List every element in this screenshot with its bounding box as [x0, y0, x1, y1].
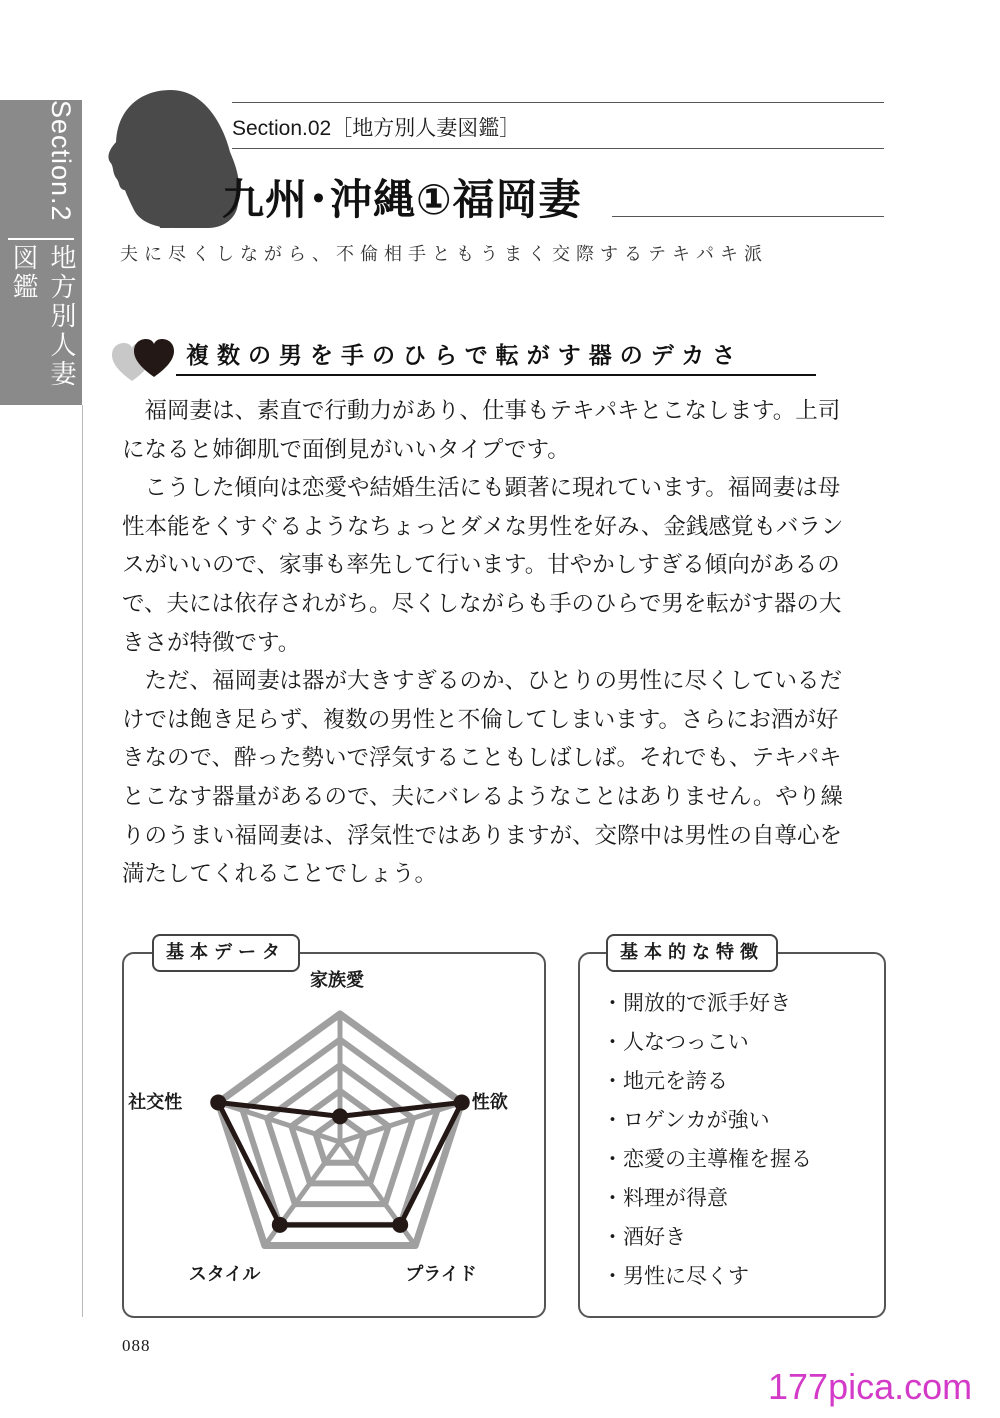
body-line: とこなす器量があるので、夫にバレるようなことはありません。やり繰: [122, 783, 843, 810]
body-line: 福岡妻は、素直で行動力があり、仕事もテキパキとこなします。上司: [122, 398, 841, 424]
watermark: 177pica.com: [768, 1366, 973, 1407]
basic-data-label: 基本データ: [152, 934, 300, 972]
header-mid-rule: [232, 148, 884, 149]
header-top-rule: [232, 102, 884, 103]
sidebar-title: 地方別人妻図鑑: [8, 244, 76, 389]
features-list: [602, 984, 812, 1296]
page-title: 九州･沖縄①福岡妻: [222, 175, 582, 224]
radar-label-libido: 性欲: [471, 1092, 508, 1114]
body-line: きなので、酔った勢いで浮気することもしばしば。それでも、テキパキ: [122, 745, 842, 772]
body-line: になると姉御肌で面倒見がいいタイプです。: [122, 436, 570, 463]
sidebar-section-label: Section.2: [46, 100, 76, 222]
page-subtitle: 夫に尽くしながら、不倫相手ともうまく交際するテキパキ派: [120, 244, 768, 265]
list-item: ・開放的で派手好き: [602, 991, 791, 1015]
section-kicker: Section.02［地方別人妻図鑑］: [232, 117, 521, 140]
radar-point: [332, 1108, 348, 1124]
body-paragraph: [122, 392, 892, 894]
body-line: 性本能をくすぐるようなちょっとダメな男性を好み、金銭感覚もバラン: [122, 513, 844, 540]
list-item: ・男性に尽くす: [602, 1264, 749, 1288]
radar-label-style: スタイル: [188, 1263, 261, 1285]
hearts-icon: [110, 335, 180, 385]
section-heading: [176, 333, 816, 373]
radar-point: [392, 1217, 408, 1233]
page-number: 088: [122, 1336, 151, 1355]
radar-label-sociability: 社交性: [128, 1092, 183, 1114]
section-heading-text: 複数の男を手のひらで転がす器のデカさ: [186, 343, 744, 369]
body-line: こうした傾向は恋愛や結婚生活にも顕著に現れています。福岡妻は母: [122, 475, 841, 502]
section-heading-rule: [176, 374, 816, 376]
radar-point: [272, 1217, 288, 1233]
body-line: 満たしてくれることでしょう。: [122, 861, 438, 888]
sidebar-divider: [8, 238, 74, 240]
body-line: けでは飽き足らず、複数の男性と不倫してしまいます。さらにお酒が好: [122, 706, 839, 733]
body-line: きさが特徴です。: [122, 629, 301, 656]
body-line: で、夫には依存されがち。尽くしながらも手のひらで男を転がす器の大: [122, 590, 842, 617]
list-item: ・ロゲンカが強い: [602, 1108, 770, 1132]
header-bottom-rule: [612, 216, 884, 217]
features-label: 基本的な特徴: [606, 934, 778, 972]
body-line: ただ、福岡妻は器が大きすぎるのか、ひとりの男性に尽くしているだ: [122, 668, 843, 695]
list-item: ・料理が得意: [602, 1186, 728, 1210]
list-item: ・恋愛の主導権を握る: [602, 1147, 812, 1171]
radar-chart: [122, 952, 542, 1314]
radar-label-pride: プライド: [405, 1263, 477, 1285]
body-text: [122, 392, 892, 894]
radar-label-family-love: 家族愛: [310, 970, 364, 991]
list-item: ・人なつっこい: [602, 1030, 749, 1054]
gutter-line: [82, 405, 83, 1317]
radar-point: [454, 1094, 470, 1110]
body-line: スがいいので、家事も率先して行います。甘やかしすぎる傾向があるの: [122, 552, 840, 579]
radar-point: [210, 1094, 226, 1110]
list-item: ・地元を誇る: [602, 1069, 728, 1093]
list-item: ・酒好き: [602, 1225, 686, 1249]
body-line: りのうまい福岡妻は、浮気性ではありますが、交際中は男性の自尊心を: [122, 822, 843, 849]
